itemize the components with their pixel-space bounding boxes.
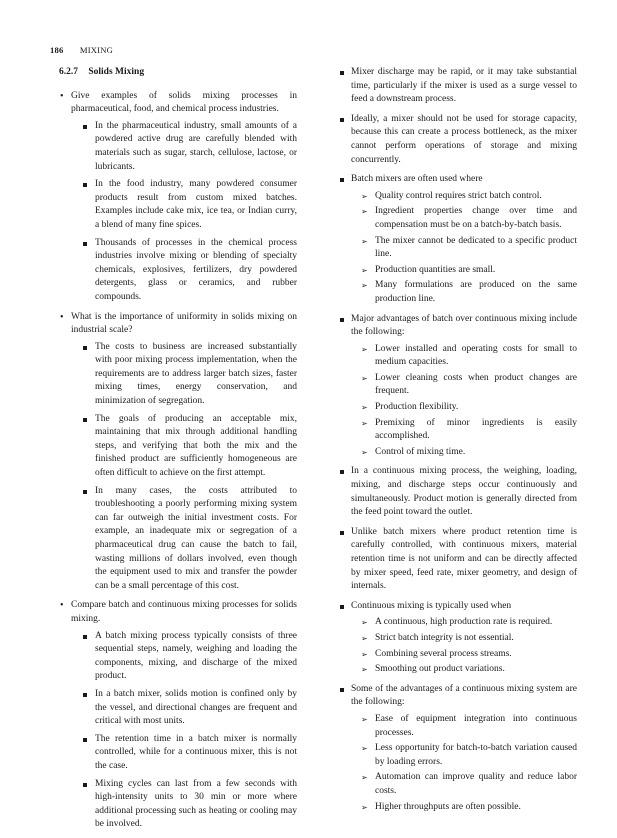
arrow-item: ➢ Less opportunity for batch-to-batch variation caused by loading errors. xyxy=(351,742,577,769)
answer-item-continuous-advantages xyxy=(339,683,577,814)
running-title: MIXING xyxy=(79,45,114,55)
question-2 xyxy=(59,311,297,594)
answer-item: In a continuous mixing process, the weighing, loading, mixing, and discharge steps occur continuously and simultaneously. Product motion is generally directed from the feed point toward the outlet. xyxy=(339,465,577,519)
arrow-item: ➢ Smoothing out product variations. xyxy=(351,663,577,677)
arrow-item: ➢ Combining several process streams. xyxy=(351,648,577,662)
answer-item: Mixer discharge may be rapid, or it may take substantial time, particularly if the mixer is used as a surge vessel to feed a downstream process. xyxy=(339,66,577,107)
answer-item-continuous-use xyxy=(339,600,577,677)
answer-item: Mixing cycles can last from a few seconds with high-intensity units to 30 min or more where additional processing such as heating or cooling may be involved. xyxy=(71,778,297,832)
page-number: 186 xyxy=(50,45,64,55)
answer-item: Unlike batch mixers where product retention time is carefully controlled, with continuous mixers, material retention time is not uniform and can be directly affected by mixer speed, feed rate, mixer geometry, and design of internals. xyxy=(339,526,577,594)
answer-item: In the pharmaceutical industry, small amounts of a powdered active drug are carefully blended with materials such as sugar, starch, cellulose, lactose, or lubricants. xyxy=(71,120,297,174)
question-list xyxy=(59,90,297,832)
question-3 xyxy=(59,599,297,832)
arrow-item: ➢ The mixer cannot be dedicated to a specific product line. xyxy=(351,235,577,262)
section-number: 6.2.7 xyxy=(59,67,78,77)
arrow-item: ➢ Production flexibility. xyxy=(351,401,577,415)
question-3-answers xyxy=(71,630,297,832)
continued-answer-list xyxy=(339,66,577,814)
arrow-list xyxy=(351,616,577,676)
section-heading xyxy=(59,66,297,80)
arrow-item: ➢ Many formulations are produced on the same production line. xyxy=(351,279,577,306)
arrow-item: ➢ A continuous, high production rate is required. xyxy=(351,616,577,630)
answer-item: The goals of producing an acceptable mix, maintaining that mix through additional handling steps, and verifying that both the mix and the finished product are sufficiently homogeneous are often difficult to achieve on the first attempt. xyxy=(71,413,297,481)
question-1 xyxy=(59,90,297,305)
question-1-text: Give examples of solids mixing processes in pharmaceutical, food, and chemical process industries. xyxy=(71,90,297,115)
arrow-list xyxy=(351,343,577,460)
arrow-list xyxy=(351,713,577,814)
arrow-item: ➢ Premixing of minor ingredients is easily accomplished. xyxy=(351,417,577,444)
arrow-item: ➢ Control of mixing time. xyxy=(351,446,577,460)
answer-item: In a batch mixer, solids motion is confined only by the vessel, and directional changes are frequent and critical with most units. xyxy=(71,688,297,729)
question-1-answers xyxy=(71,120,297,305)
question-3-text: Compare batch and continuous mixing processes for solids mixing. xyxy=(71,600,297,624)
section-title: Solids Mixing xyxy=(88,67,145,77)
right-column xyxy=(339,66,577,820)
answer-item: The retention time in a batch mixer is normally controlled, while for a continuous mixer, this is not the case. xyxy=(71,733,297,774)
arrow-item: ➢ Strict batch integrity is not essential. xyxy=(351,632,577,646)
answer-text: Major advantages of batch over continuous mixing include the following: xyxy=(351,313,577,338)
answer-text: Continuous mixing is typically used when xyxy=(351,600,512,611)
arrow-list xyxy=(351,190,577,307)
answer-item: In many cases, the costs attributed to troubleshooting a poorly performing mixing system can far outweigh the initial investment costs. For example, an inadequate mix or segregation of a pharmaceutical drug can cause the batch to fail, wasting millions of dollars involved, even though the equipment used to mix and transfer the powder can be a small percentage of this cost. xyxy=(71,485,297,594)
left-column xyxy=(59,66,297,838)
arrow-item: ➢ Production quantities are small. xyxy=(351,264,577,278)
answer-item-batch-advantages xyxy=(339,313,577,460)
answer-item: Thousands of processes in the chemical process industries involve mixing or blending of specialty chemicals, explosives, fertilizers, dry powdered detergents, glass or ceramics, and rubber compounds. xyxy=(71,237,297,305)
arrow-item: ➢ Lower installed and operating costs for small to medium capacities. xyxy=(351,343,577,370)
question-2-answers xyxy=(71,341,297,594)
answer-item-batch-use xyxy=(339,173,577,306)
arrow-item: ➢ Ease of equipment integration into continuous processes. xyxy=(351,713,577,740)
arrow-item: ➢ Quality control requires strict batch control. xyxy=(351,190,577,204)
arrow-item: ➢ Higher throughputs are often possible. xyxy=(351,801,577,815)
arrow-item: ➢ Automation can improve quality and reduce labor costs. xyxy=(351,771,577,798)
arrow-item: ➢ Ingredient properties change over time and compensation must be on a batch-by-batch basis. xyxy=(351,205,577,232)
answer-text: Some of the advantages of a continuous mixing system are the following: xyxy=(351,683,577,708)
answer-text: Batch mixers are often used where xyxy=(351,174,483,185)
question-2-text: What is the importance of uniformity in solids mixing on industrial scale? xyxy=(71,311,297,336)
answer-item: Ideally, a mixer should not be used for storage capacity, because this can create a process bottleneck, as the mixer cannot perform operations of storage and mixing concurrently. xyxy=(339,113,577,167)
answer-item: In the food industry, many powdered consumer products result from custom mixed batches. Examples include cake mix, ice tea, or Indian curry, a blend of many fine spices. xyxy=(71,178,297,232)
arrow-item: ➢ Lower cleaning costs when product changes are frequent. xyxy=(351,372,577,399)
running-header xyxy=(50,45,113,55)
answer-item: A batch mixing process typically consists of three sequential steps, namely, weighing and loading the components, mixing, and discharge of the mixed product. xyxy=(71,630,297,684)
answer-item: The costs to business are increased substantially with poor mixing process implementation, when the requirements are to address larger batch sizes, faster mixing times, energy conservation, and minimization of segregation. xyxy=(71,341,297,409)
